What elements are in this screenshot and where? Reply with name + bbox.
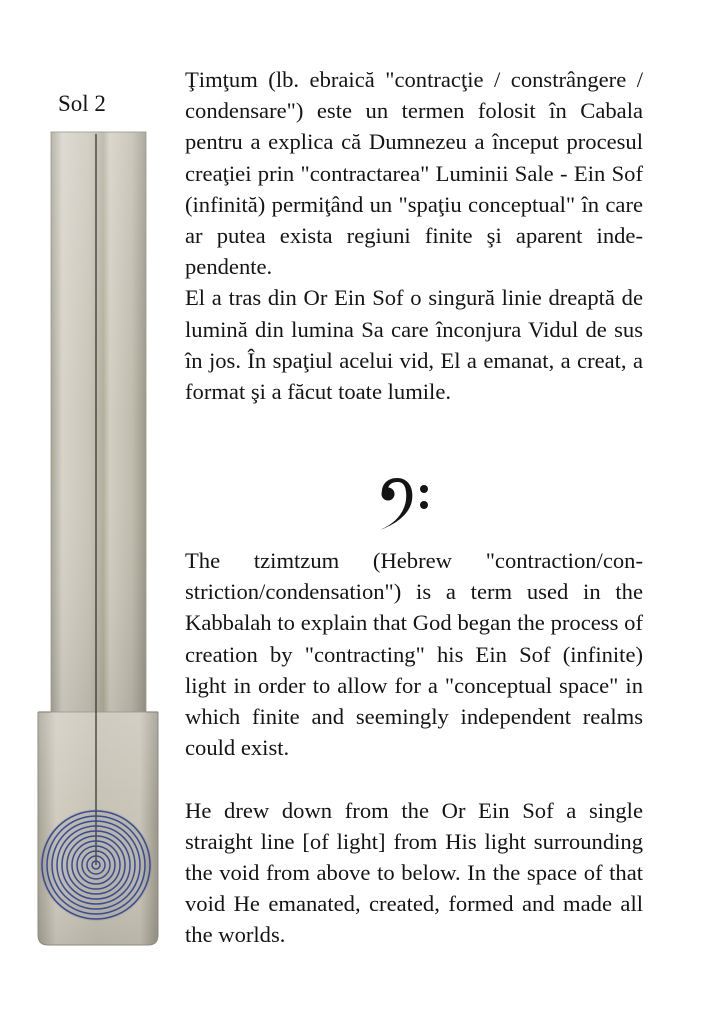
- romanian-text: [185, 64, 643, 407]
- metal-sculpture-image: [30, 130, 165, 960]
- english-paragraph-2: He drew down from the Or Ein Sof a single straight line [of light] from His light surrounding the void from above to below. In the space of that void He emanated, created, formed and made all the worlds.: [185, 797, 643, 948]
- artwork-caption: Sol 2: [58, 91, 106, 116]
- english-text: [185, 545, 643, 951]
- bass-clef-icon: [374, 472, 438, 544]
- romanian-paragraph-1: Ţimţum (lb. ebraică "contracţie / constrângere / condensare") este un termen folosit în Cabala pentru a explica că Dumnezeu a început procesul creaţiei prin "contractarea" Luminii Sale - Ein Sof (infinită) permiţând un "spaţiu conceptual" în care ar putea exista regiuni finite şi aparent independente.: [185, 67, 643, 280]
- romanian-paragraph-2: El a tras din Or Ein Sof o singură linie dreaptă de lumină din lumina Sa care înconjura Vidul de sus în jos. În spaţiul acelui vid, El a emanat, a creat, a format şi a făcut toate lumile.: [185, 285, 643, 405]
- english-paragraph-1: The tzimtzum (Hebrew "contraction/constriction/condensation") is a term used in the Kabbalah to explain that God began the process of creation by "contracting" his Ein Sof (infinite) light in order to allow for a "conceptual space" in which finite and seemingly independent realms could exist.: [185, 548, 643, 761]
